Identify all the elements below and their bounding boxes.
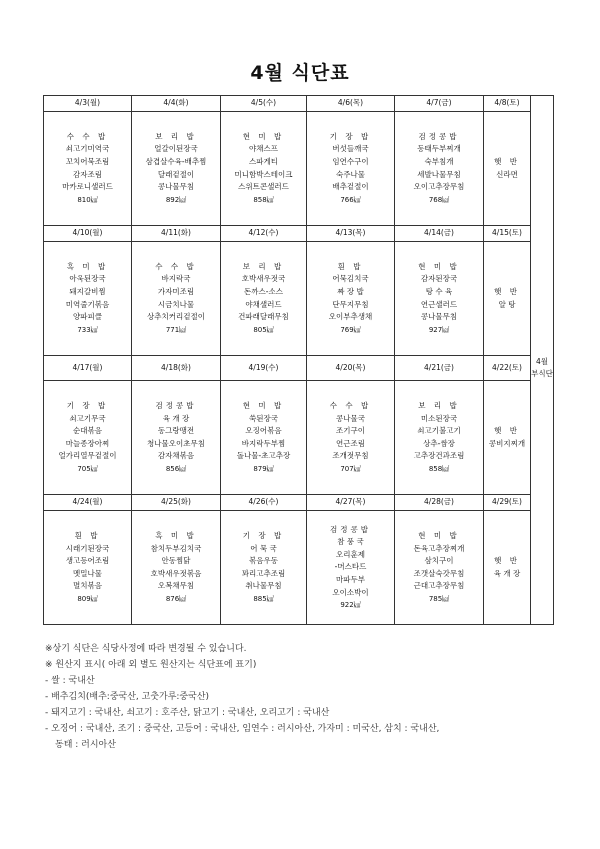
dish-item: 배추겉절이 <box>332 182 369 192</box>
dish-item: 임연수구이 <box>332 156 369 166</box>
day-menu-cell <box>484 242 531 356</box>
dish-item: 생고등어조림 <box>65 556 110 566</box>
dish-item: 연근샐러드 <box>420 299 458 309</box>
day-date: 4/3(월) <box>44 96 132 112</box>
day-menu-cell <box>44 112 132 226</box>
side-column-cell <box>531 495 554 511</box>
dish-item: 조갯살숙갓무침 <box>413 568 465 578</box>
rice-item: 수 수 밥 <box>66 131 109 141</box>
dish-item: 시래기된장국 <box>65 543 110 553</box>
dish-item: 미역줄기볶음 <box>65 299 110 309</box>
day-menu-cell <box>44 242 132 356</box>
dish-item: 버섯들깨국 <box>332 144 369 154</box>
page-title: 4월 식단표 <box>250 62 350 84</box>
calorie-value: 768㎉ <box>428 195 450 204</box>
day-date: 4/8(토) <box>484 96 531 112</box>
calorie-value: 771㎉ <box>165 325 187 334</box>
day-menu-cell <box>132 242 221 356</box>
rice-item: 검정콩밥 <box>418 131 460 141</box>
calorie-value: 766㎉ <box>340 195 361 204</box>
rice-item: 수 수 밥 <box>155 261 197 271</box>
rice-item: 현 미 밥 <box>418 530 460 540</box>
rice-item: 보 리 밥 <box>418 400 460 410</box>
day-menu-cell <box>484 511 531 625</box>
notes-section <box>45 641 565 753</box>
side-column-cell <box>531 112 554 226</box>
dish-item: 쇠고기불고기 <box>417 426 461 436</box>
meal-row <box>44 511 554 625</box>
day-date: 4/7(금) <box>395 96 484 112</box>
rice-item: 현 미 밥 <box>418 261 460 271</box>
day-date: 4/27(목) <box>307 495 395 511</box>
meal-row <box>44 112 554 226</box>
dish-item: 콩비지찌개 <box>488 438 526 448</box>
day-date: 4/6(목) <box>307 96 395 112</box>
calorie-value: 876㎉ <box>165 594 187 603</box>
day-menu-cell <box>132 112 221 226</box>
day-menu-cell <box>395 112 484 226</box>
dish-item: 어 묵 국 <box>250 543 277 553</box>
dish-item: 청나물오이초무침 <box>147 438 205 448</box>
date-row <box>44 96 554 112</box>
dish-item: 오복채무침 <box>157 581 195 591</box>
calorie-value: 885㎉ <box>253 594 274 603</box>
side-column-cell <box>531 511 554 625</box>
calorie-value: 927㎉ <box>428 325 450 334</box>
dish-item: 마늘종장아찌 <box>65 438 110 448</box>
dish-item: 스파게티 <box>249 156 278 166</box>
rice-item: 검정콩밥 <box>155 400 197 410</box>
dish-item: 취나물무침 <box>245 581 282 591</box>
day-menu-cell <box>484 112 531 226</box>
day-date: 4/11(화) <box>132 226 221 242</box>
dish-item: 상추-쌈장 <box>423 438 455 448</box>
dish-item: 호박새우젓볶음 <box>150 568 202 578</box>
dish-item: 얼갈이된장국 <box>154 144 198 154</box>
side-column-cell <box>531 242 554 356</box>
date-row <box>44 226 554 242</box>
dish-item: 어묵김치국 <box>332 274 369 284</box>
day-date: 4/29(토) <box>484 495 531 511</box>
dish-item: 미소된장국 <box>420 413 458 423</box>
calorie-value: 892㎉ <box>165 195 187 204</box>
dish-item: 고추장건과조림 <box>413 451 465 461</box>
calorie-value: 705㎉ <box>77 464 98 473</box>
rice-item: 흰 밥 <box>337 261 364 271</box>
calorie-value: 858㎉ <box>428 464 450 473</box>
day-menu-cell <box>221 112 307 226</box>
dish-item: 육 개 장 <box>493 568 521 578</box>
dish-item: 꼬치어묵조림 <box>65 156 110 166</box>
dish-item: 삼치구이 <box>424 556 454 566</box>
dish-item: 멧밀나물 <box>73 568 102 578</box>
day-menu-cell <box>484 381 531 495</box>
day-menu-cell <box>44 381 132 495</box>
dish-item: 콩나물무침 <box>157 182 195 192</box>
day-date: 4/14(금) <box>395 226 484 242</box>
day-menu-cell <box>221 381 307 495</box>
dish-item: 돈육고추장찌개 <box>413 543 465 553</box>
side-column-cell <box>531 226 554 242</box>
rice-item: 흰 밥 <box>74 530 101 540</box>
dish-item: 볶음우동 <box>249 556 278 566</box>
dish-item: 아욱된장국 <box>69 274 106 284</box>
meal-row <box>44 381 554 495</box>
menu-table <box>43 95 554 625</box>
dish-item: -머스타드 <box>334 562 367 572</box>
dish-item: 마파두부 <box>336 574 365 584</box>
day-menu-cell <box>307 112 395 226</box>
calorie-value: 809㎉ <box>77 594 98 603</box>
calorie-value: 707㎉ <box>340 464 361 473</box>
dish-item: 연근조림 <box>336 438 365 448</box>
rice-item: 햇 반 <box>494 286 520 296</box>
day-menu-cell <box>395 511 484 625</box>
day-menu-cell <box>221 511 307 625</box>
day-date: 4/15(토) <box>484 226 531 242</box>
day-date: 4/22(토) <box>484 356 531 381</box>
day-menu-cell <box>221 242 307 356</box>
date-row <box>44 495 554 511</box>
dish-item: 건파래달래무침 <box>238 312 289 322</box>
dish-item: 오리훈제 <box>336 549 365 559</box>
dish-item: 쑥된장국 <box>249 413 278 423</box>
dish-item: 오이부추생채 <box>328 312 373 322</box>
side-label-line: 부식단 <box>531 369 553 379</box>
day-date: 4/26(수) <box>221 495 307 511</box>
dish-item: 참치두부김치국 <box>150 543 202 553</box>
date-row <box>44 356 554 381</box>
calorie-value: 879㎉ <box>253 464 274 473</box>
calorie-value: 805㎉ <box>253 325 274 334</box>
day-menu-cell <box>132 511 221 625</box>
note-line: 동태 : 러시아산 <box>55 740 116 750</box>
day-date: 4/19(수) <box>221 356 307 381</box>
side-column-cell <box>531 381 554 495</box>
rice-item: 기 장 밥 <box>242 530 285 540</box>
dish-item: 멸치볶음 <box>73 581 102 591</box>
calorie-value: 858㎉ <box>253 195 274 204</box>
dish-item: 스위트콘샐러드 <box>238 182 289 192</box>
rice-item: 햇 반 <box>494 556 520 566</box>
rice-item: 보 리 밥 <box>242 261 285 271</box>
dish-item: 신라면 <box>496 169 518 179</box>
dish-item: 달래겉절이 <box>157 169 195 179</box>
dish-item: 마카로니샐러드 <box>62 182 113 192</box>
rice-item: 흑 미 밥 <box>66 261 109 271</box>
note-line: - 배추김치(배추:중국산, 고춧가루:중국산) <box>45 692 210 702</box>
dish-item: 꽈리고추조림 <box>241 568 286 578</box>
calorie-value: 785㎉ <box>428 594 450 603</box>
day-date: 4/21(금) <box>395 356 484 381</box>
dish-item: 숙부침개 <box>424 156 454 166</box>
dish-item: 미니함박스테이크 <box>234 169 293 179</box>
rice-item: 햇 반 <box>494 426 520 436</box>
day-menu-cell <box>395 242 484 356</box>
rice-item: 검정콩밥 <box>330 524 371 534</box>
side-label <box>531 356 554 381</box>
day-menu-cell <box>132 381 221 495</box>
day-menu-cell <box>307 381 395 495</box>
calorie-value: 769㎉ <box>340 325 361 334</box>
rice-item: 수 수 밥 <box>329 400 372 410</box>
day-date: 4/28(금) <box>395 495 484 511</box>
note-line: - 돼지고기 : 국내산, 쇠고기 : 호주산, 닭고기 : 국내산, 오리고기 : 국내산 <box>45 708 330 718</box>
dish-item: 양파피클 <box>73 312 102 322</box>
dish-item: 콩나물국 <box>336 413 365 423</box>
side-label-line: 4월 <box>535 356 549 366</box>
dish-item: 감자채볶음 <box>157 451 195 461</box>
day-date: 4/18(화) <box>132 356 221 381</box>
day-date: 4/24(월) <box>44 495 132 511</box>
dish-item: 조개젓무침 <box>332 451 369 461</box>
day-date: 4/5(수) <box>221 96 307 112</box>
rice-item: 햇 반 <box>494 156 520 166</box>
dish-item: 바지락국 <box>161 274 191 284</box>
dish-item: 짜 장 밥 <box>337 286 364 296</box>
note-line: - 오징어 : 국내산, 조기 : 중국산, 고등어 : 국내산, 임연수 : 러시아산, 가자미 : 미국산, 삼치 : 국내산, <box>45 724 440 734</box>
note-line: ※상기 식단은 식당사정에 따라 변경될 수 있습니다. <box>45 644 247 654</box>
dish-item: 야채샐러드 <box>245 299 282 309</box>
dish-item: 육 개 장 <box>162 413 190 423</box>
dish-item: 알 탕 <box>498 299 516 309</box>
rice-item: 현 미 밥 <box>242 400 285 410</box>
dish-item: 감자된장국 <box>420 274 458 284</box>
side-column-cell <box>531 96 554 112</box>
dish-item: 야채스프 <box>249 144 278 154</box>
dish-item: 감자조림 <box>73 169 102 179</box>
dish-item: 탕 수 육 <box>425 286 453 296</box>
dish-item: 돼지갈비찜 <box>69 286 106 296</box>
calorie-value: 733㎉ <box>77 325 98 334</box>
day-menu-cell <box>307 242 395 356</box>
note-line: ※ 원산지 표시( 아래 외 별도 원산지는 식단표에 표기) <box>45 660 257 670</box>
dish-item: 콩나물무침 <box>420 312 458 322</box>
dish-item: 숙주나물 <box>336 169 365 179</box>
dish-item: 상추치커리겉절이 <box>147 312 205 322</box>
rice-item: 흑 미 밥 <box>155 530 197 540</box>
dish-item: 오이고추장무침 <box>413 182 465 192</box>
dish-item: 세발나물무침 <box>417 169 461 179</box>
note-line: - 쌀 : 국내산 <box>45 676 95 686</box>
day-menu-cell <box>395 381 484 495</box>
dish-item: 삼겹살수육-배추찜 <box>145 156 207 166</box>
dish-item: 돈까스-소스 <box>244 286 283 296</box>
dish-item: 바지락두부찜 <box>241 438 286 448</box>
day-menu-cell <box>44 511 132 625</box>
day-date: 4/20(목) <box>307 356 395 381</box>
dish-item: 오이소박이 <box>332 587 369 597</box>
calorie-value: 810㎉ <box>77 195 98 204</box>
calorie-value: 922㎉ <box>340 601 361 610</box>
rice-item: 기 장 밥 <box>66 400 109 410</box>
day-date: 4/25(화) <box>132 495 221 511</box>
dish-item: 단무지무침 <box>332 299 369 309</box>
day-menu-cell <box>307 511 395 625</box>
calorie-value: 856㎉ <box>165 464 187 473</box>
dish-item: 동태두부찌개 <box>417 144 461 154</box>
dish-item: 돌나물-초고추장 <box>236 451 291 461</box>
day-date: 4/13(목) <box>307 226 395 242</box>
dish-item: 조기구이 <box>336 426 365 436</box>
day-date: 4/12(수) <box>221 226 307 242</box>
dish-item: 얼가리열무겉절이 <box>58 451 117 461</box>
rice-item: 현 미 밥 <box>242 131 285 141</box>
dish-item: 참 풍 국 <box>337 537 364 547</box>
dish-item: 쇠고기무국 <box>69 413 106 423</box>
dish-item: 가자미조림 <box>157 286 195 296</box>
day-date: 4/4(화) <box>132 96 221 112</box>
meal-row <box>44 242 554 356</box>
dish-item: 호박새우젓국 <box>241 274 286 284</box>
dish-item: 근대고추장무침 <box>413 581 465 591</box>
day-date: 4/17(월) <box>44 356 132 381</box>
dish-item: 안동찜닭 <box>161 556 191 566</box>
dish-item: 동그랑땡전 <box>157 426 195 436</box>
rice-item: 기 장 밥 <box>329 131 372 141</box>
rice-item: 보 리 밥 <box>155 131 197 141</box>
dish-item: 순대볶음 <box>73 426 102 436</box>
day-date: 4/10(월) <box>44 226 132 242</box>
dish-item: 시금치나물 <box>157 299 195 309</box>
dish-item: 쇠고기미역국 <box>65 144 110 154</box>
dish-item: 오징어볶음 <box>245 426 282 436</box>
